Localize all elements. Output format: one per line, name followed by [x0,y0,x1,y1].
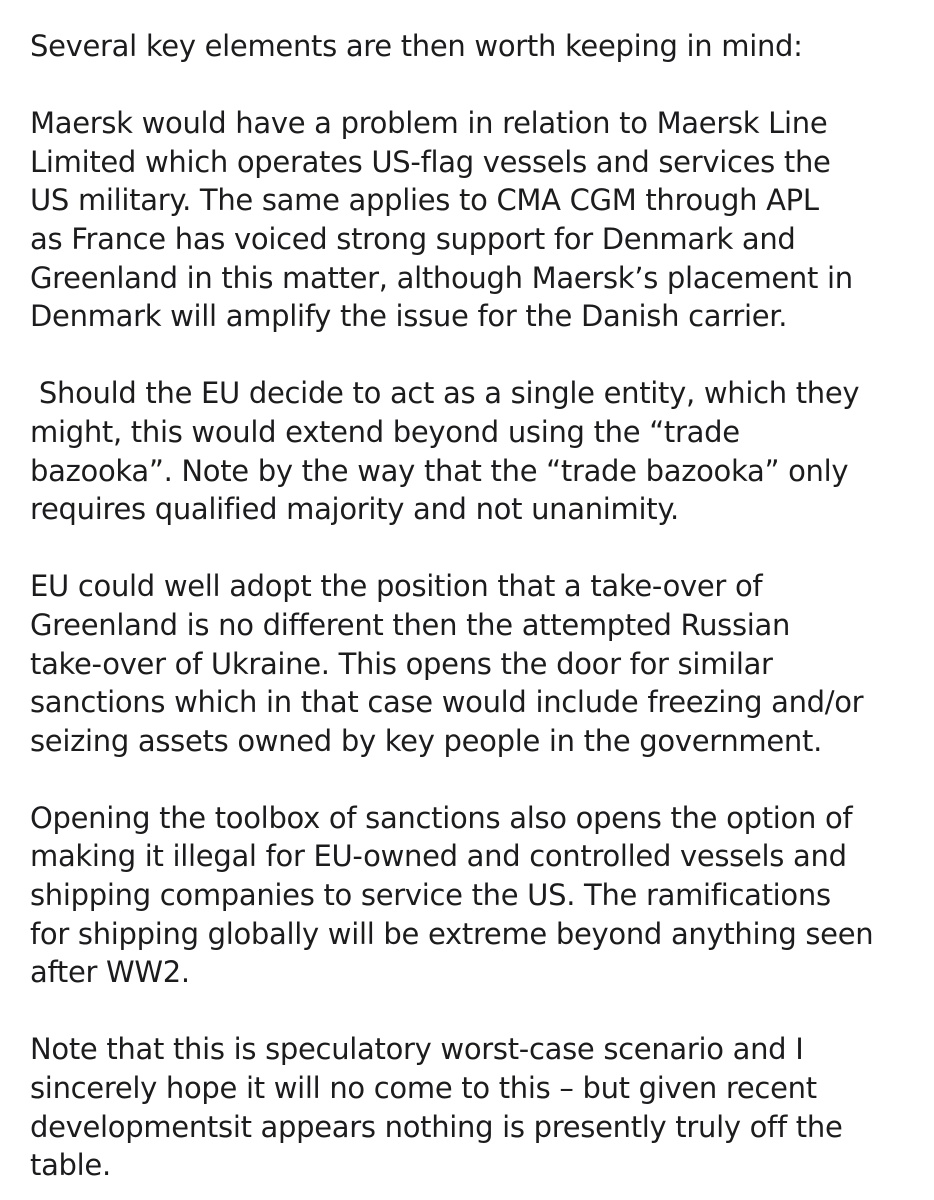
text-line: Should the EU decide to act as a single entity, which they [30,376,860,411]
text-line: making it illegal for EU-owned and controlled vessels and [30,839,847,874]
paragraph-gap [30,529,925,568]
text-line: table. [30,1148,111,1183]
text-line: might, this would extend beyond using the “trade [30,414,740,449]
text-line: Several key elements are then worth keeping in mind: [30,29,803,63]
text-line: Greenland is no different then the attempted Russian [30,607,791,642]
paragraph-gap [30,760,925,799]
text-line: after WW2. [30,955,190,990]
paragraph-gap [30,992,925,1031]
paragraph-maersk [30,104,925,336]
paragraph-intro [30,27,925,66]
text-line: requires qualified majority and not unanimity. [30,492,679,527]
paragraph-gap [30,66,925,105]
text-line: seizing assets owned by key people in the government. [30,723,822,758]
paragraph-eu-position [30,567,925,760]
text-line: sanctions which in that case would include freezing and/or [30,685,864,720]
text-line: US military. The same applies to CMA CGM through APL [30,183,819,218]
paragraph-sanctions-toolbox [30,799,925,992]
text-line: Limited which operates US-flag vessels and services the [30,144,831,179]
text-line: take-over of Ukraine. This opens the door for similar [30,646,773,681]
paragraph-closing-note [30,1030,925,1184]
text-line: bazooka”. Note by the way that the “trade bazooka” only [30,453,849,488]
text-line: shipping companies to service the US. The ramifications [30,878,831,913]
text-line: EU could well adopt the position that a take-over of [30,569,763,604]
text-line: Maersk would have a problem in relation to Maersk Line [30,106,828,141]
paragraph-gap [30,336,925,375]
text-line: Note that this is speculatory worst-case scenario and I [30,1032,804,1067]
text-line: sincerely hope it will no come to this – but given recent [30,1071,817,1106]
text-line: Opening the toolbox of sanctions also opens the option of [30,800,853,835]
text-line: Greenland in this matter, although Maersk’s placement in [30,260,853,295]
text-line: Denmark will amplify the issue for the Danish carrier. [30,299,788,334]
text-line: for shipping globally will be extreme beyond anything seen [30,916,874,951]
text-line: as France has voiced strong support for Denmark and [30,221,796,256]
paragraph-eu-single-entity [30,374,925,528]
text-line: developmentsit appears nothing is presently truly off the [30,1109,843,1144]
note-body [30,0,925,1185]
